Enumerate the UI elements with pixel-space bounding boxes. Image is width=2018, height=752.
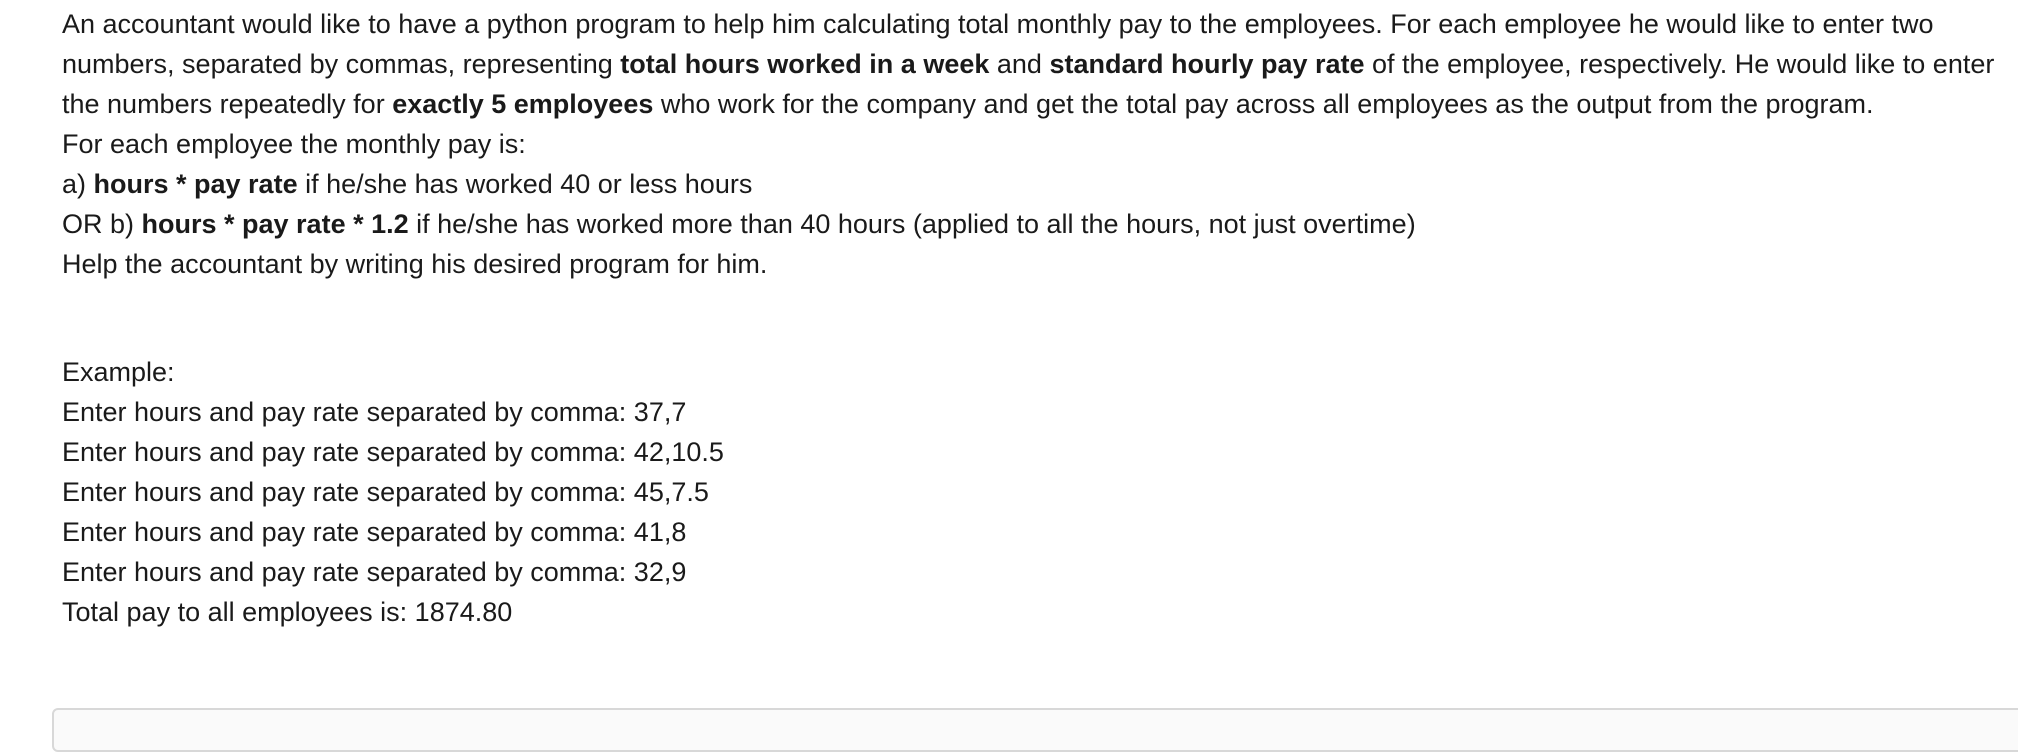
example-line: Enter hours and pay rate separated by comma: 32,9: [62, 557, 687, 587]
intro-text-3: of the employee, respectively. He would like to enter the numbers repeatedly for: [62, 49, 1995, 119]
section-spacer: [62, 284, 2012, 352]
intro-bold-employees: exactly 5 employees: [392, 89, 654, 119]
example-line: Enter hours and pay rate separated by comma: 41,8: [62, 517, 687, 547]
intro-paragraph: [62, 4, 2012, 124]
closing-sentence: Help the accountant by writing his desired program for him.: [62, 249, 768, 279]
rule-b-formula: hours * pay rate * 1.2: [141, 209, 409, 239]
example-line: Enter hours and pay rate separated by comma: 45,7.5: [62, 477, 709, 507]
monthly-pay-heading: For each employee the monthly pay is:: [62, 129, 526, 159]
rule-b-prefix: OR b): [62, 209, 142, 239]
intro-text-2: and: [989, 49, 1050, 79]
example-line: Enter hours and pay rate separated by comma: 42,10.5: [62, 437, 724, 467]
intro-bold-rate: standard hourly pay rate: [1049, 49, 1365, 79]
rule-a-prefix: a): [62, 169, 94, 199]
rule-b: [62, 204, 2012, 244]
intro-text-4: who work for the company and get the total pay across all employees as the output from the program.: [653, 89, 1874, 119]
example-line: Enter hours and pay rate separated by comma: 37,7: [62, 397, 687, 427]
example-total: Total pay to all employees is: 1874.80: [62, 597, 513, 627]
rule-b-condition: if he/she has worked more than 40 hours (applied to all the hours, not just overtime): [408, 209, 1416, 239]
rule-a-condition: if he/she has worked 40 or less hours: [297, 169, 753, 199]
answer-box[interactable]: [52, 708, 2018, 752]
problem-statement: [62, 4, 2012, 632]
intro-text-1: An accountant would like to have a python program to help him calculating total monthly pay to the employees. For each employee he would like to enter two numbers, separated by commas, representing: [62, 9, 1934, 79]
rule-a: [62, 164, 2012, 204]
intro-bold-hours: total hours worked in a week: [620, 49, 990, 79]
rule-a-formula: hours * pay rate: [93, 169, 298, 199]
example-label: Example:: [62, 357, 175, 387]
